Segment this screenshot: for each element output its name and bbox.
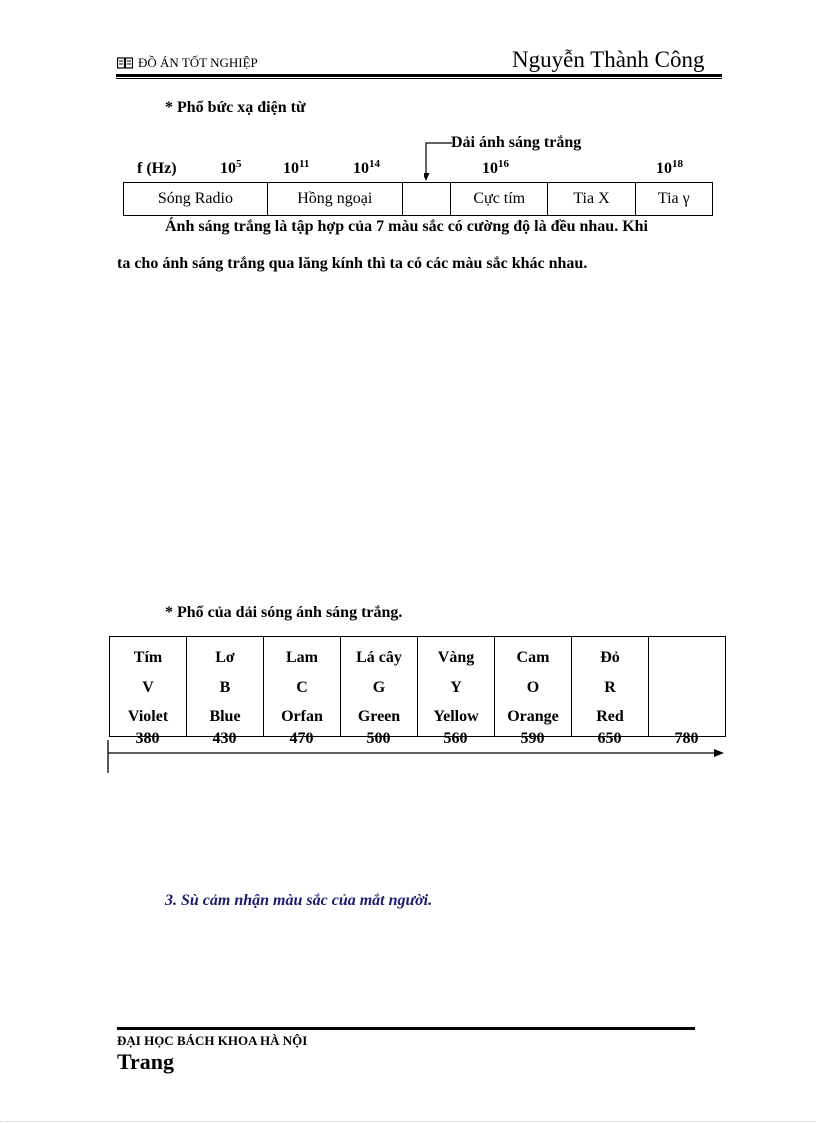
section-3-heading: 3. Sù cảm nhận màu sắc của mắt người.: [165, 892, 433, 909]
freq-label: $10^{14}$: [353, 158, 380, 177]
color-cell: Đỏ R Red: [572, 637, 649, 737]
freq-unit-label: f (Hz): [137, 160, 177, 177]
color-cell: Lá cây G Green: [341, 637, 418, 737]
wavelength-label: 590: [520, 730, 545, 747]
header-rule: [116, 74, 722, 77]
white-light-pointer-arrow-icon: [424, 140, 454, 182]
freq-label: $10^5$: [220, 158, 242, 177]
color-cell: Lơ B Blue: [187, 637, 264, 737]
em-spectrum-table: [123, 182, 713, 216]
color-cell: Lam C Orfan: [264, 637, 341, 737]
freq-label: $10^{11}$: [283, 158, 310, 177]
header-left: [117, 55, 258, 71]
wavelength-axis: [107, 740, 727, 774]
wavelength-label: 560: [443, 730, 468, 747]
em-spectrum-heading: * Phổ bức xạ điện từ: [165, 99, 306, 116]
open-book-icon: [117, 57, 133, 69]
header-title: ĐỒ ÁN TỐT NGHIỆP: [138, 55, 258, 70]
em-band-cell: Hồng ngoại: [267, 183, 402, 216]
white-light-label: Dải ánh sáng trắng: [451, 134, 582, 151]
freq-label: $10^{16}$: [482, 158, 509, 177]
color-cell: Tím V Violet: [110, 637, 187, 737]
page-bottom-border: [0, 1121, 816, 1122]
freq-label: $10^{18}$: [656, 158, 683, 177]
wavelength-label: 380: [135, 730, 160, 747]
color-cell: Vàng Y Yellow: [418, 637, 495, 737]
em-band-cell: Tia γ: [635, 183, 712, 216]
footer-page-label: Trang: [117, 1049, 175, 1074]
wavelength-label: 470: [289, 730, 314, 747]
footer-university: ĐẠI HỌC BÁCH KHOA HÀ NỘI: [117, 1033, 308, 1048]
wavelength-label: 500: [366, 730, 391, 747]
paragraph-line-2: ta cho ánh sáng trắng qua lăng kính thì ta có các màu sắc khác nhau.: [117, 255, 588, 272]
em-band-cell: Cực tím: [451, 183, 548, 216]
wavelength-label: 430: [212, 730, 237, 747]
wavelength-label: 650: [597, 730, 622, 747]
color-cell: [649, 637, 726, 737]
visible-spectrum-heading: * Phổ của dải sóng ánh sáng trắng.: [165, 604, 403, 621]
em-band-cell: [402, 183, 450, 216]
paragraph-line-1: Ánh sáng trắng là tập hợp của 7 màu sắc có cường độ là đều nhau. Khi: [165, 218, 648, 235]
visible-spectrum-table: [109, 636, 726, 737]
header-rule-thin: [116, 78, 722, 79]
em-band-cell: Tia X: [548, 183, 635, 216]
header-author: Nguyễn Thành Công: [512, 47, 705, 72]
axis-arrow-icon: [714, 749, 724, 757]
footer-rule: [117, 1027, 695, 1030]
em-band-row: [124, 183, 713, 216]
wavelength-label: 780: [674, 730, 699, 747]
color-cell: Cam O Orange: [495, 637, 572, 737]
em-band-cell: Sóng Radio: [124, 183, 268, 216]
color-row: [110, 637, 726, 737]
